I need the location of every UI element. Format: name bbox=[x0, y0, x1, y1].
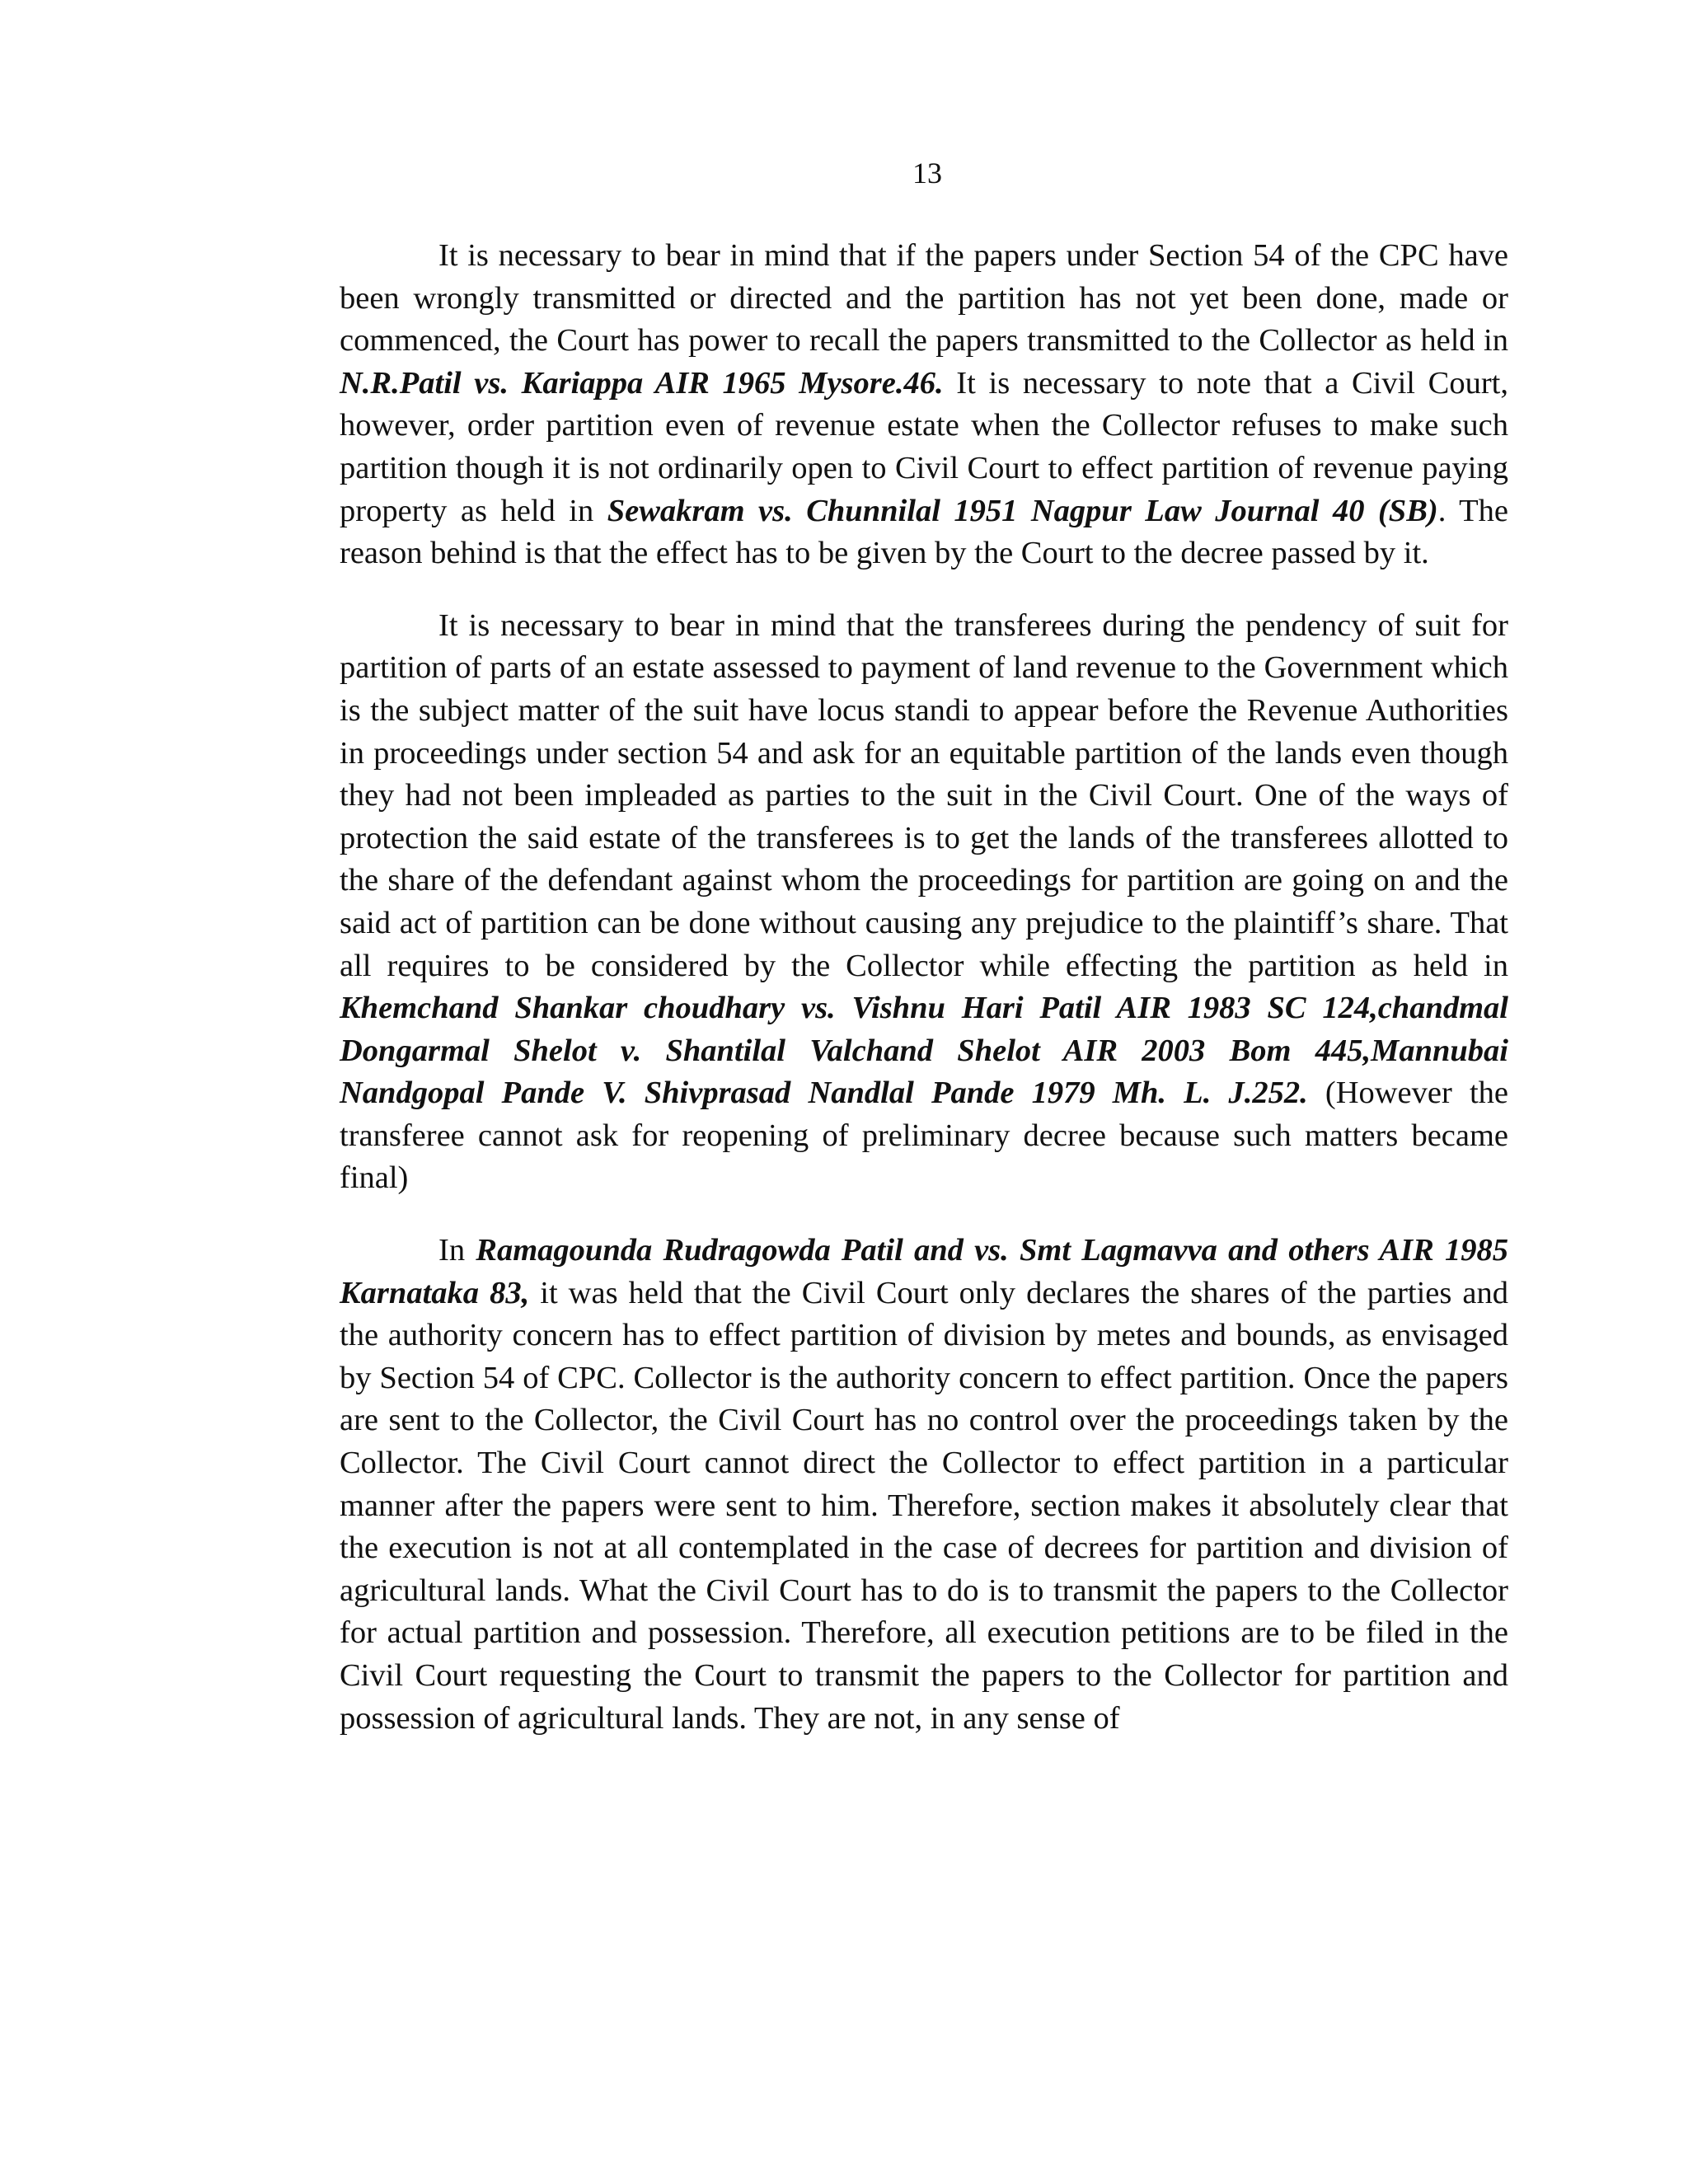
case-citation: Ramagounda Rudragowda Patil and vs. Smt Lagmavva and others AIR 1985 Karnataka 83, bbox=[340, 1233, 1508, 1310]
paragraph bbox=[340, 605, 1508, 1200]
document-body bbox=[340, 235, 1508, 1769]
paragraph-text: It is necessary to bear in mind that the transferees during the pendency of suit for partition of parts of an estate assessed to payment of land revenue to the Government which is the subject matter of the suit have locus standi to appear before the Revenue Authorities in proceedings under section 54 and ask for an equitable partition of the lands even though they had not been impleaded as parties to the suit in the Civil Court. One of the ways of protection the said estate of the transferees is to get the lands of the transferees allotted to the share of the defendant against whom the proceedings for partition are going on and the said act of partition can be done without causing any prejudice to the plaintiff’s share. That all requires to be considered by the Collector while effecting the partition as held in bbox=[340, 607, 1508, 983]
paragraph-text: In bbox=[438, 1233, 476, 1268]
paragraph-text: It is necessary to bear in mind that if the papers under Section 54 of the CPC have been wrongly transmitted or directed and the partition has not yet been done, made or commenced, the Court has power to recall the papers transmitted to the Collector as held in bbox=[340, 238, 1508, 359]
paragraph-text: it was held that the Civil Court only declares the shares of the parties and the authority concern has to effect partition of division by metes and bounds, as envisaged by Section 54 of CPC. Collector is the authority concern to effect partition. Once the papers are sent to the Collector, the Civil Court has no control over the proceedings taken by the Collector. The Civil Court cannot direct the Collector to effect partition in a particular manner after the papers were sent to him. Therefore, section makes it absolutely clear that the execution is not at all contemplated in the case of decrees for partition and division of agricultural lands. What the Civil Court has to do is to transmit the papers to the Collector for actual partition and possession. Therefore, all execution petitions are to be filed in the Civil Court requesting the Court to transmit the papers to the Collector for partition and possession of agricultural lands. They are not, in any sense of bbox=[340, 1275, 1508, 1736]
page-number: 13 bbox=[912, 157, 942, 190]
paragraph-text: . The reason behind is that the effect has to be given by the Court to the decree passed by it. bbox=[340, 493, 1508, 571]
case-citation: N.R.Patil vs. Kariappa AIR 1965 Mysore.46. bbox=[340, 365, 944, 401]
paragraph-text: (However the transferee cannot ask for reopening of preliminary decree because such matters became final) bbox=[340, 1076, 1508, 1196]
case-citation: Sewakram vs. Chunnilal 1951 Nagpur Law Journal 40 (SB) bbox=[607, 493, 1438, 528]
paragraph-text: It is necessary to note that a Civil Court, however, order partition even of revenue estate when the Collector refuses to make such partition though it is not ordinarily open to Civil Court to effect partition of revenue paying property as held in bbox=[340, 365, 1508, 528]
paragraph bbox=[340, 1230, 1508, 1740]
paragraph bbox=[340, 235, 1508, 575]
case-citation: Khemchand Shankar choudhary vs. Vishnu Hari Patil AIR 1983 SC 124,chandmal Dongarmal Shelot v. Shantilal Valchand Shelot AIR 2003 Bom 445,Mannubai Nandgopal Pande V. Shivprasad Nandlal Pande 1979 Mh. L. J.252. bbox=[340, 991, 1508, 1111]
